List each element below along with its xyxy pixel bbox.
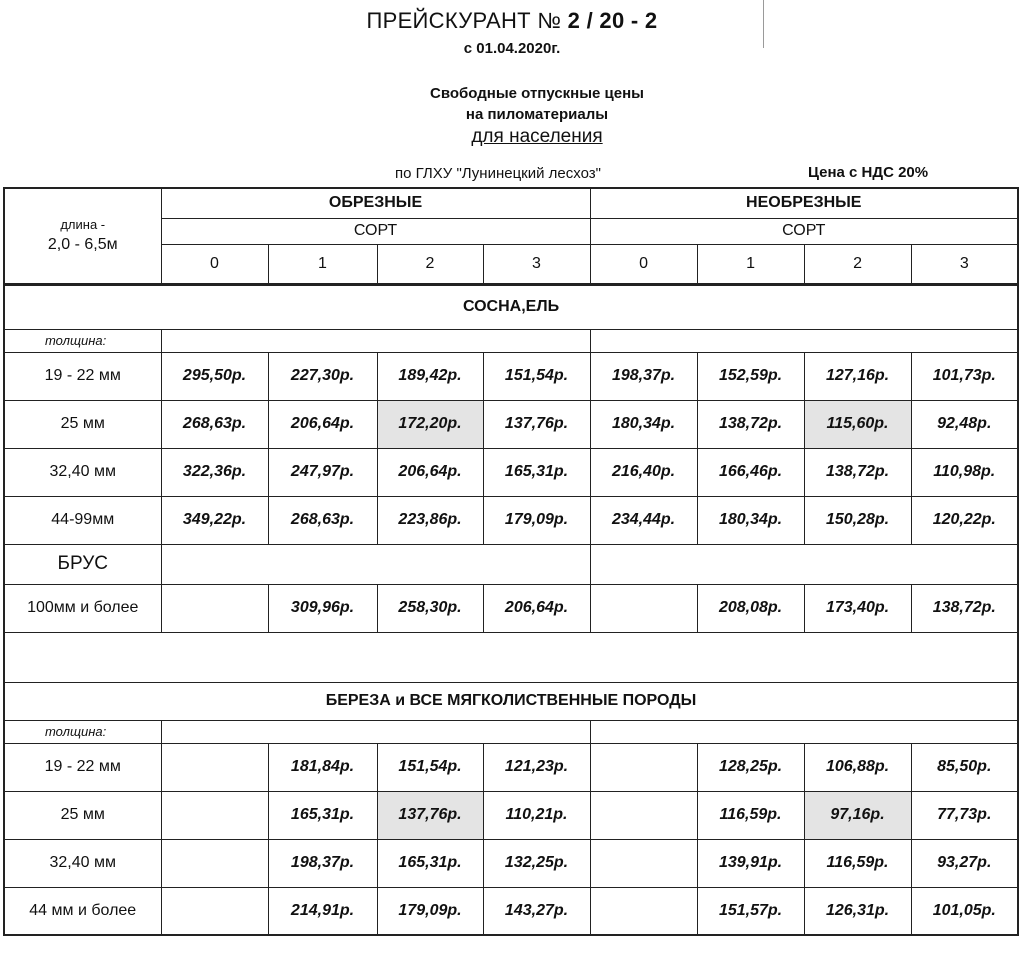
price-cell: 77,73р. xyxy=(911,791,1018,839)
price-cell: 268,63р. xyxy=(161,400,268,448)
row-label: 19 - 22 мм xyxy=(4,743,161,791)
price-cell: 92,48р. xyxy=(911,400,1018,448)
length-label: длина - xyxy=(60,217,106,233)
price-cell: 116,59р. xyxy=(697,791,804,839)
price-cell: 206,64р. xyxy=(377,448,483,496)
empty-cell xyxy=(161,329,590,352)
price-cell: 258,30р. xyxy=(377,584,483,632)
price-cell: 165,31р. xyxy=(483,448,590,496)
price-cell xyxy=(161,584,268,632)
spacer-row xyxy=(4,632,1018,682)
price-cell-highlighted: 115,60р. xyxy=(804,400,911,448)
price-cell: 116,59р. xyxy=(804,839,911,887)
grade-header: 3 xyxy=(483,244,590,284)
grade-header: 2 xyxy=(804,244,911,284)
edged-header: ОБРЕЗНЫЕ xyxy=(161,188,590,218)
price-cell: 151,54р. xyxy=(483,352,590,400)
row-label: 19 - 22 мм xyxy=(4,352,161,400)
edged-sort-label: СОРТ xyxy=(161,218,590,244)
price-cell: 138,72р. xyxy=(697,400,804,448)
species-title-pine: СОСНА,ЕЛЬ xyxy=(4,284,1018,329)
empty-cell xyxy=(590,720,1018,743)
price-cell: 138,72р. xyxy=(911,584,1018,632)
title-prefix: ПРЕЙСКУРАНТ № xyxy=(366,8,568,33)
table-row xyxy=(4,791,1018,839)
price-cell-highlighted: 97,16р. xyxy=(804,791,911,839)
unedged-sort-label: СОРТ xyxy=(590,218,1018,244)
price-cell xyxy=(161,743,268,791)
price-cell: 120,22р. xyxy=(911,496,1018,544)
table-row xyxy=(4,400,1018,448)
price-cell: 214,91р. xyxy=(268,887,377,935)
price-cell: 179,09р. xyxy=(377,887,483,935)
price-cell: 173,40р. xyxy=(804,584,911,632)
price-cell: 165,31р. xyxy=(377,839,483,887)
price-cell: 127,16р. xyxy=(804,352,911,400)
empty-cell xyxy=(161,720,590,743)
price-cell: 101,73р. xyxy=(911,352,1018,400)
row-label: 32,40 мм xyxy=(4,839,161,887)
price-cell: 309,96р. xyxy=(268,584,377,632)
price-cell xyxy=(590,839,697,887)
row-label: 25 мм xyxy=(4,400,161,448)
subtitle-line-1: Свободные отпускные цены xyxy=(430,85,644,102)
subtitle-line-3: для населения xyxy=(471,126,603,147)
document-date: с 01.04.2020г. xyxy=(463,40,561,57)
price-cell: 165,31р. xyxy=(268,791,377,839)
price-cell: 180,34р. xyxy=(590,400,697,448)
price-cell: 180,34р. xyxy=(697,496,804,544)
table-row xyxy=(4,743,1018,791)
beam-title: БРУС xyxy=(4,544,161,584)
price-cell: 206,64р. xyxy=(268,400,377,448)
price-cell: 198,37р. xyxy=(590,352,697,400)
price-cell: 206,64р. xyxy=(483,584,590,632)
price-cell: 106,88р. xyxy=(804,743,911,791)
price-cell xyxy=(590,584,697,632)
price-cell: 208,08р. xyxy=(697,584,804,632)
price-cell xyxy=(161,887,268,935)
price-cell: 121,23р. xyxy=(483,743,590,791)
price-cell: 223,86р. xyxy=(377,496,483,544)
row-label: 25 мм xyxy=(4,791,161,839)
row-label: 32,40 мм xyxy=(4,448,161,496)
price-cell: 150,28р. xyxy=(804,496,911,544)
row-label: 44 мм и более xyxy=(4,887,161,935)
price-cell: 268,63р. xyxy=(268,496,377,544)
grade-header: 0 xyxy=(590,244,697,284)
price-cell: 227,30р. xyxy=(268,352,377,400)
grade-header: 3 xyxy=(911,244,1018,284)
empty-cell xyxy=(590,329,1018,352)
table-row xyxy=(4,448,1018,496)
price-cell-highlighted: 137,76р. xyxy=(377,791,483,839)
grade-header: 2 xyxy=(377,244,483,284)
price-cell: 139,91р. xyxy=(697,839,804,887)
grade-header: 0 xyxy=(161,244,268,284)
price-cell: 85,50р. xyxy=(911,743,1018,791)
price-cell xyxy=(161,791,268,839)
price-cell: 349,22р. xyxy=(161,496,268,544)
price-cell xyxy=(590,743,697,791)
price-cell: 295,50р. xyxy=(161,352,268,400)
price-cell: 234,44р. xyxy=(590,496,697,544)
length-range: 2,0 - 6,5м xyxy=(47,236,118,254)
price-cell: 138,72р. xyxy=(804,448,911,496)
row-label: 100мм и более xyxy=(4,584,161,632)
price-cell: 128,25р. xyxy=(697,743,804,791)
thickness-label: толщина: xyxy=(4,329,161,352)
empty-cell xyxy=(590,544,1018,584)
price-table xyxy=(3,187,1019,936)
price-cell: 126,31р. xyxy=(804,887,911,935)
price-cell: 179,09р. xyxy=(483,496,590,544)
price-cell: 247,97р. xyxy=(268,448,377,496)
price-cell: 166,46р. xyxy=(697,448,804,496)
table-row xyxy=(4,584,1018,632)
price-cell-highlighted: 172,20р. xyxy=(377,400,483,448)
table-row xyxy=(4,887,1018,935)
thickness-label: толщина: xyxy=(4,720,161,743)
price-cell: 110,98р. xyxy=(911,448,1018,496)
length-header-cell xyxy=(4,188,161,284)
price-cell xyxy=(590,887,697,935)
organization-line: по ГЛХУ "Лунинецкий лесхоз" xyxy=(395,165,601,182)
species-title-birch: БЕРЕЗА и ВСЕ МЯГКОЛИСТВЕННЫЕ ПОРОДЫ xyxy=(4,682,1018,720)
price-cell: 101,05р. xyxy=(911,887,1018,935)
price-cell: 322,36р. xyxy=(161,448,268,496)
unedged-header: НЕОБРЕЗНЫЕ xyxy=(590,188,1018,218)
title-number: 2 / 20 - 2 xyxy=(567,8,658,33)
price-cell: 181,84р. xyxy=(268,743,377,791)
document-title xyxy=(0,8,1024,34)
empty-cell xyxy=(161,544,590,584)
price-cell: 137,76р. xyxy=(483,400,590,448)
price-cell: 93,27р. xyxy=(911,839,1018,887)
price-cell: 151,54р. xyxy=(377,743,483,791)
price-cell xyxy=(161,839,268,887)
row-label: 44-99мм xyxy=(4,496,161,544)
grade-header: 1 xyxy=(697,244,804,284)
table-row xyxy=(4,496,1018,544)
price-cell: 152,59р. xyxy=(697,352,804,400)
price-cell: 110,21р. xyxy=(483,791,590,839)
price-cell: 132,25р. xyxy=(483,839,590,887)
price-cell: 198,37р. xyxy=(268,839,377,887)
price-cell: 143,27р. xyxy=(483,887,590,935)
subtitle-line-2: на пиломатериалы xyxy=(465,106,609,123)
price-cell: 151,57р. xyxy=(697,887,804,935)
price-cell: 189,42р. xyxy=(377,352,483,400)
table-row xyxy=(4,352,1018,400)
grade-header: 1 xyxy=(268,244,377,284)
vat-note: Цена с НДС 20% xyxy=(808,164,929,181)
price-cell: 216,40р. xyxy=(590,448,697,496)
table-row xyxy=(4,839,1018,887)
price-cell xyxy=(590,791,697,839)
